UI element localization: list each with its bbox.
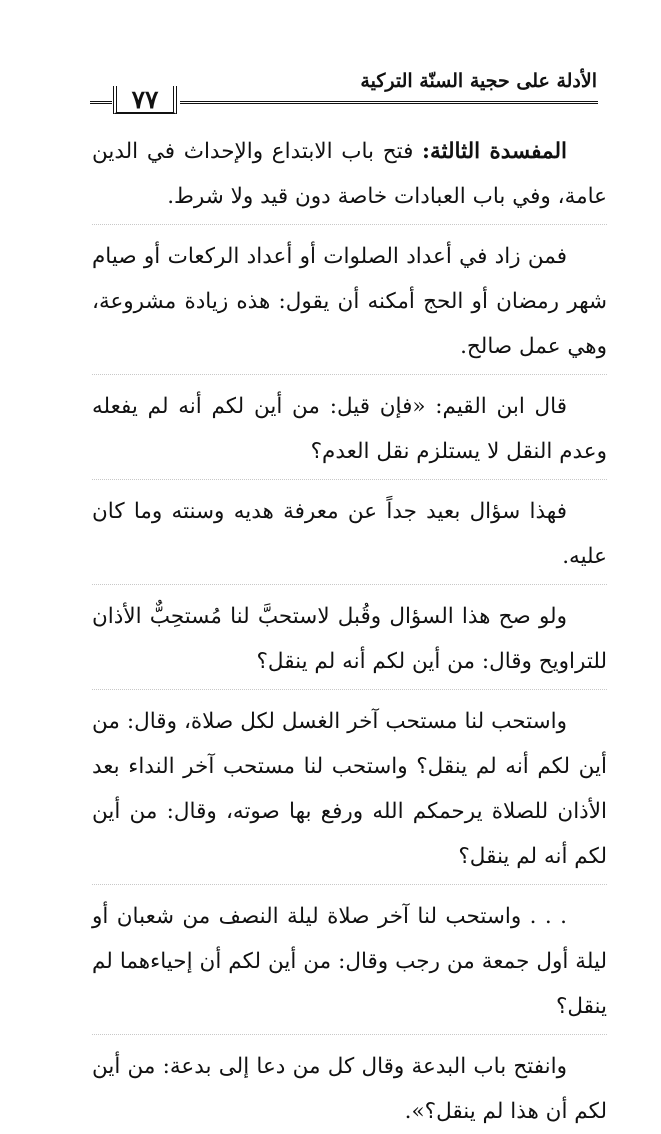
paragraph-divider (92, 1034, 607, 1037)
paragraph-divider (92, 584, 607, 587)
page-number: ٧٧ (131, 85, 159, 114)
body-text (92, 129, 607, 1134)
paragraph-3: قال ابن القيم: «فإن قيل: من أين لكم أنه لم يفعله وعدم النقل لا يستلزم نقل العدم؟ (92, 394, 607, 464)
paragraph-1 (92, 129, 607, 219)
paragraph-divider (92, 479, 607, 482)
page-number-box (113, 86, 177, 114)
paragraph-6: واستحب لنا مستحب آخر الغسل لكل صلاة، وقال: من أين لكم أنه لم ينقل؟ واستحب لنا مستحب آخر النداء بعد الأذان للصلاة يرحمكم الله ورفع بها صوته، وقال: من أين لكم أنه لم ينقل؟ (92, 709, 607, 869)
paragraph-divider (92, 374, 607, 377)
paragraph-divider (92, 224, 607, 227)
header-rule (180, 101, 598, 104)
paragraph-divider (92, 689, 607, 692)
paragraph-8: وانفتح باب البدعة وقال كل من دعا إلى بدعة: من أين لكم أن هذا لم ينقل؟». (92, 1054, 607, 1124)
paragraph-4: فهذا سؤال بعيد جداً عن معرفة هديه وسنته وما كان عليه. (92, 499, 607, 569)
running-title: الأدلة على حجية السنّة التركية (360, 70, 597, 92)
paragraph-1-text: فتح باب الابتداع والإحداث في الدين عامة، وفي باب العبادات خاصة دون قيد ولا شرط. (92, 139, 607, 209)
paragraph-1-lead: المفسدة الثالثة: (422, 139, 567, 164)
paragraph-divider (92, 884, 607, 887)
header-rule-left (90, 101, 112, 104)
paragraph-7: . . . واستحب لنا آخر صلاة ليلة النصف من شعبان أو ليلة أول جمعة من رجب وقال: من أين لكم أن إحياءهما لم ينقل؟ (92, 904, 607, 1019)
paragraph-5: ولو صح هذا السؤال وقُبل لاستحبَّ لنا مُستحِبٌّ الأذان للتراويح وقال: من أين لكم أنه لم ينقل؟ (92, 604, 607, 674)
paragraph-2: فمن زاد في أعداد الصلوات أو أعداد الركعات أو صيام شهر رمضان أو الحج أمكنه أن يقول: هذه زيادة مشروعة، وهي عمل صالح. (92, 244, 607, 359)
